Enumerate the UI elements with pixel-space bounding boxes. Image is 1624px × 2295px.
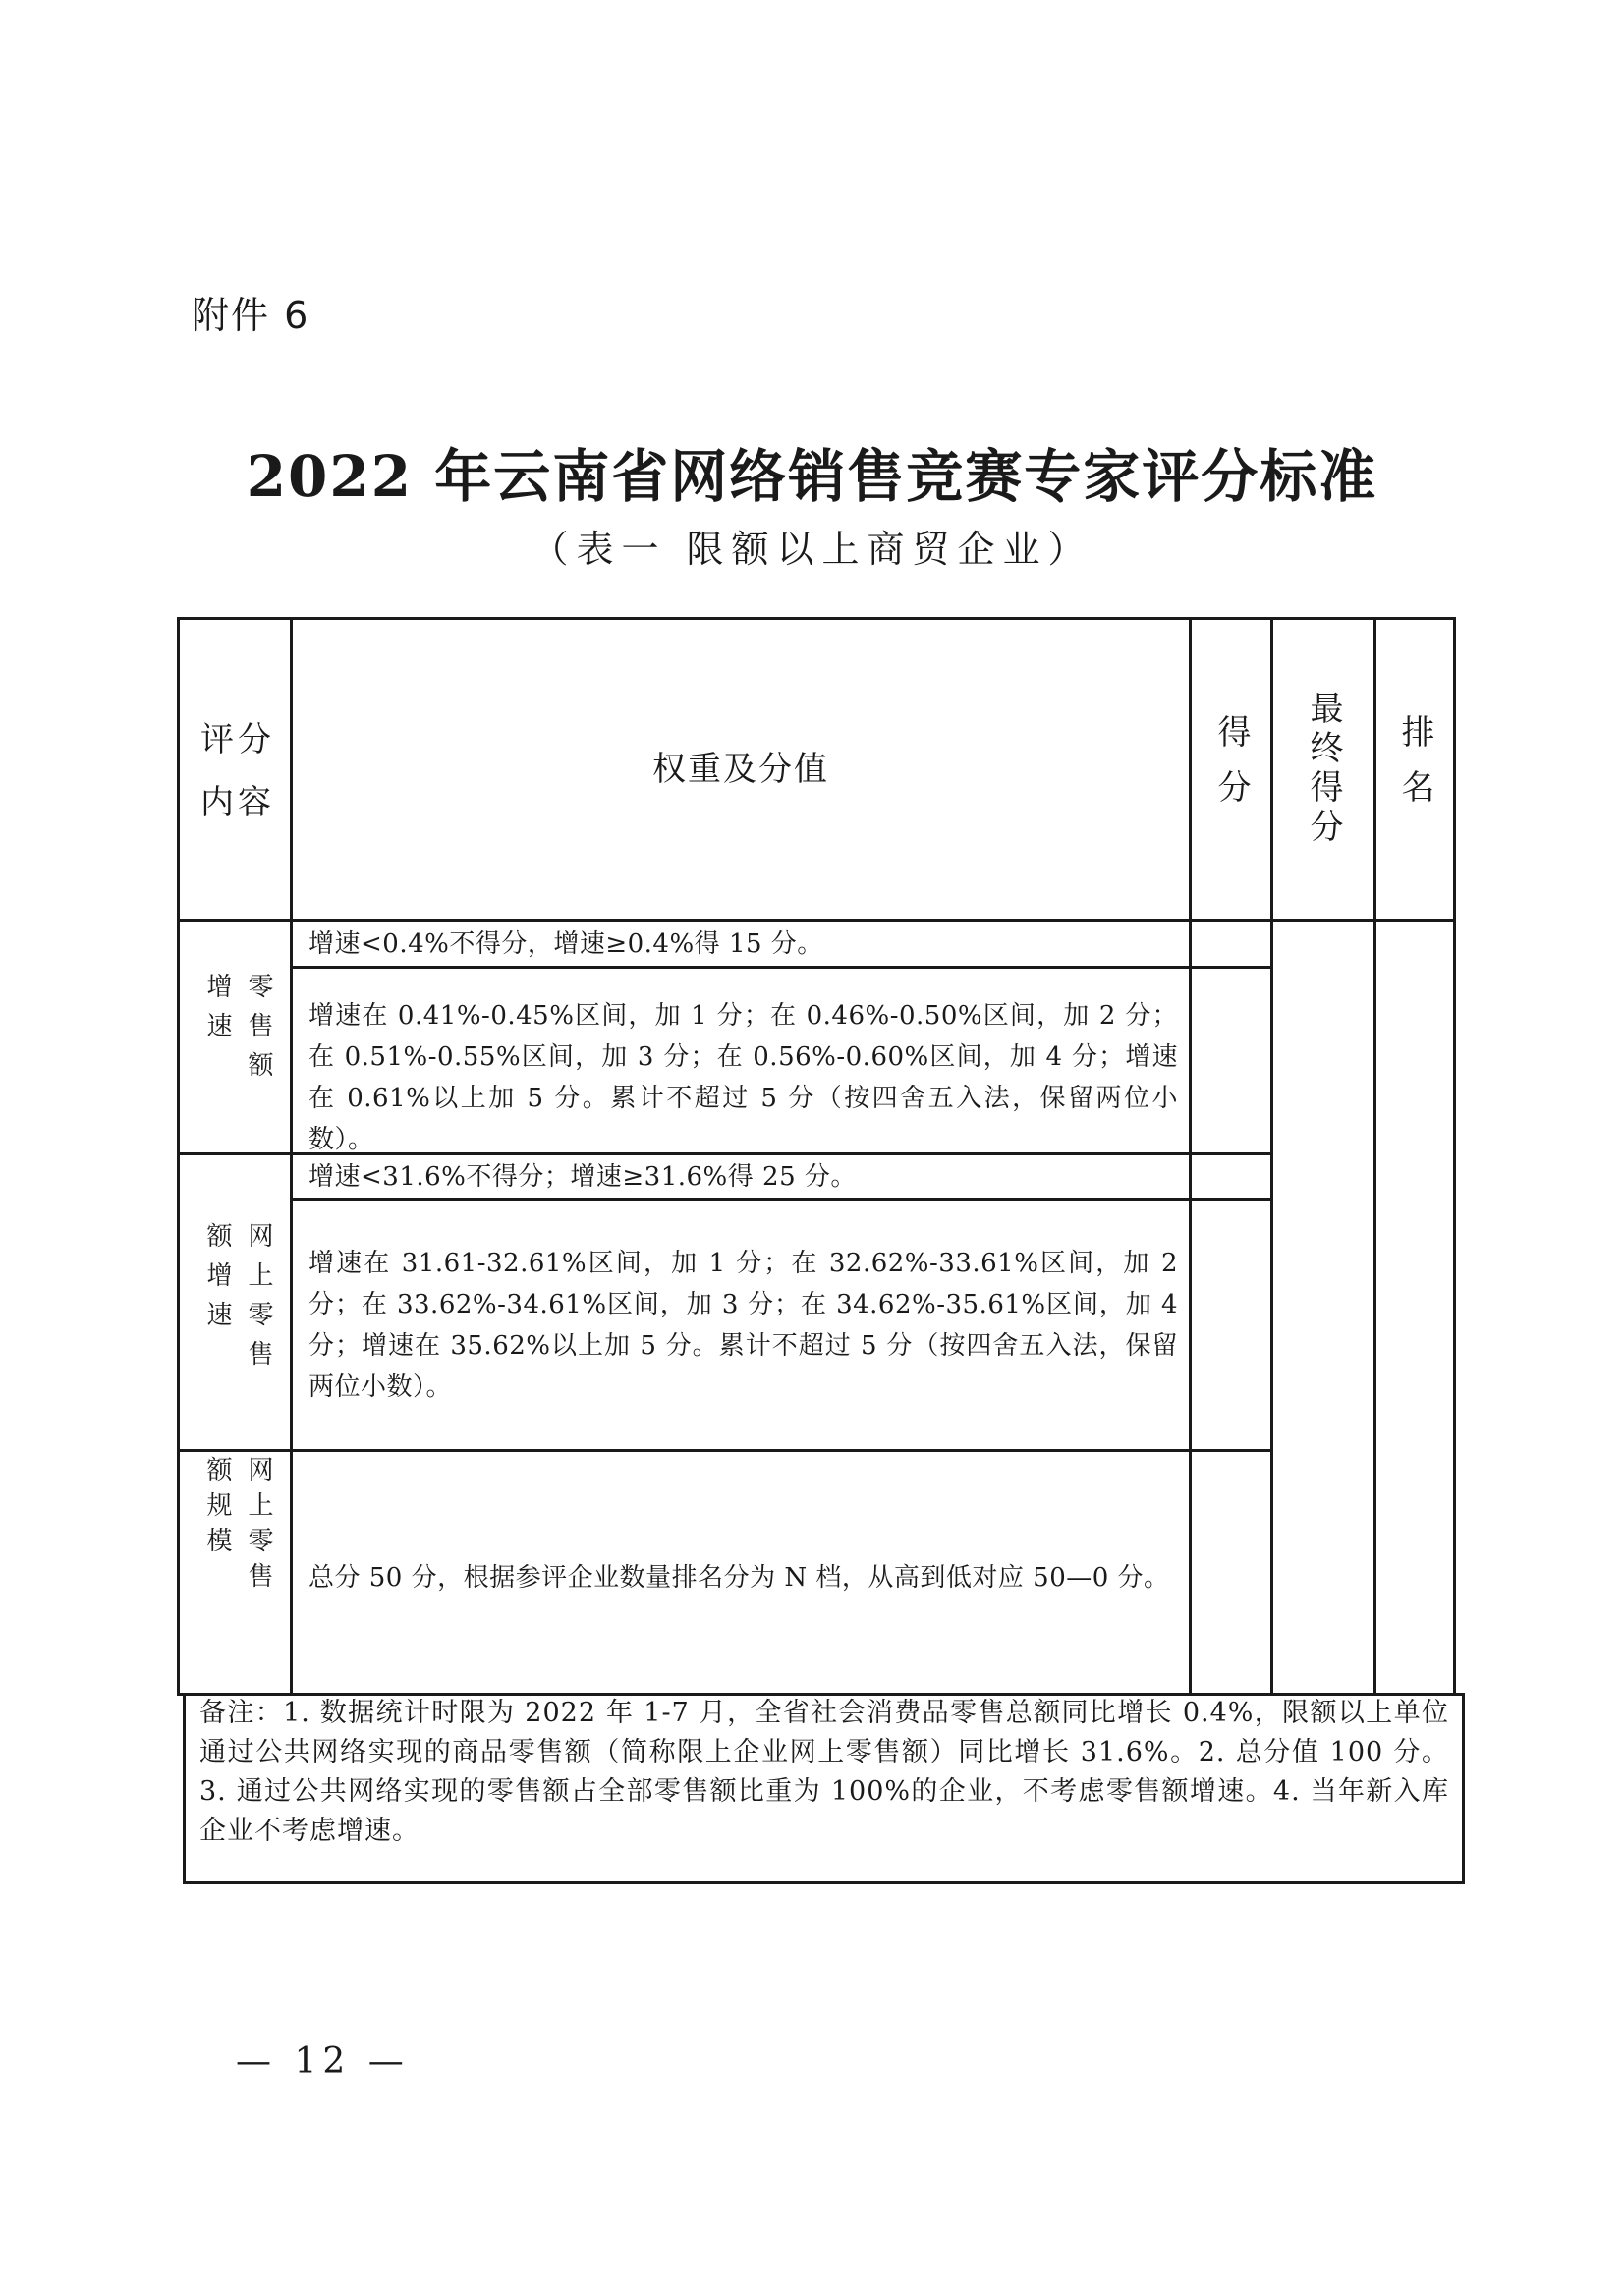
- category-online-growth: 网上零售额增速: [202, 1222, 273, 1379]
- header-weight: 权重及分值: [652, 750, 829, 789]
- table-border-left: [177, 617, 180, 1696]
- table-border-bottom: [183, 1881, 1465, 1884]
- header-content: 评分内容: [200, 720, 275, 822]
- row-divider: [292, 966, 1272, 969]
- page-subtitle: （表一 限额以上商贸企业）: [531, 528, 1093, 571]
- category-online-scale: 网上零售额规模: [202, 1456, 273, 1597]
- table-note: 备注：1. 数据统计时限为 2022 年 1-7 月，全省社会消费品零售总额同比增长 0.4%，限额以上单位通过公共网络实现的商品零售额（简称限上企业网上零售额）同比增长 31.6%。2. 总分值 100 分。3. 通过公共网络实现的零售额占全部零售额比重为 100%的企业，不考虑零售额增速。4. 当年新入库企业不考虑增速。: [199, 1698, 1449, 1846]
- page-number: — 12 —: [236, 2042, 410, 2082]
- criteria-text: 增速在 0.41%-0.45%区间，加 1 分；在 0.46%-0.50%区间，加 2 分；在 0.51%-0.55%区间，加 3 分；在 0.56%-0.60%区间，加 4 分；增速在 0.61%以上加 5 分。累计不超过 5 分（按四舍五入法，保留两位小数）。: [308, 1001, 1178, 1154]
- table-border-right: [1453, 617, 1456, 1696]
- header-final-score: 最终得分: [1304, 691, 1343, 848]
- header-score: 得分: [1211, 714, 1251, 824]
- table-border-left-lower: [183, 1693, 186, 1884]
- criteria-text: 增速<0.4%不得分，增速≥0.4%得 15 分。: [308, 929, 823, 959]
- header-rank: 排名: [1395, 714, 1434, 824]
- criteria-text: 总分 50 分，根据参评企业数量排名分为 N 档，从高到低对应 50—0 分。: [308, 1563, 1170, 1593]
- criteria-text: 增速<31.6%不得分；增速≥31.6%得 25 分。: [308, 1162, 857, 1192]
- table-header-divider: [177, 919, 1456, 922]
- criteria-text: 增速在 31.61-32.61%区间，加 1 分；在 32.62%-33.61%区间，加 2 分；在 33.62%-34.61%区间，加 3 分；在 34.62%-35.61%区间，加 4 分；增速在 35.62%以上加 5 分。累计不超过 5 分（按四舍五入法，保留两位小数）。: [308, 1249, 1178, 1402]
- category-retail-growth: 零售额增速: [202, 973, 273, 1091]
- section-divider: [177, 1449, 1272, 1452]
- page-title: 2022 年云南省网络销售竞赛专家评分标准: [246, 443, 1378, 510]
- attachment-label: 附件 6: [192, 294, 310, 337]
- row-divider: [292, 1198, 1272, 1201]
- table-border-right-lower: [1462, 1693, 1465, 1884]
